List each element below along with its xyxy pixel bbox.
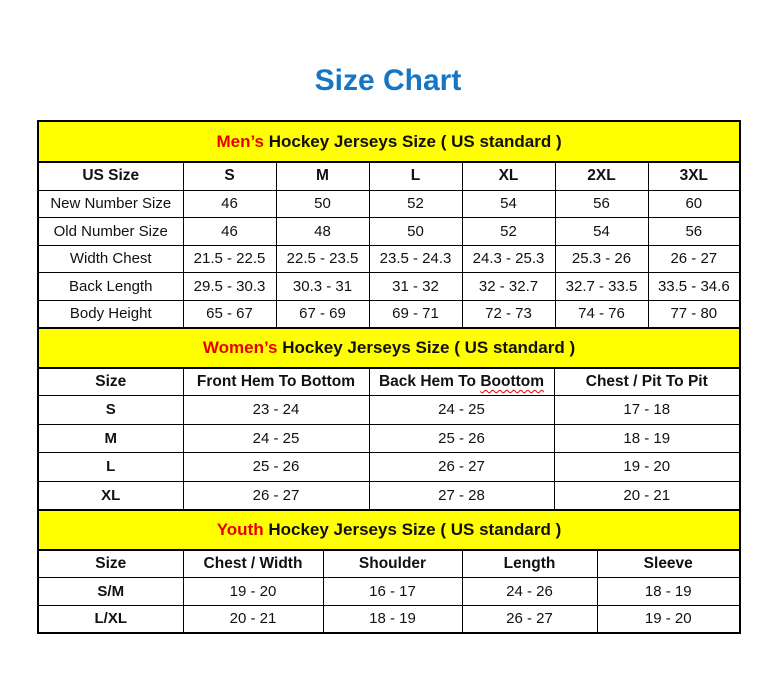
size-value-cell: 31 - 32 bbox=[369, 273, 462, 301]
mens-title-highlight: Men’s bbox=[216, 131, 264, 151]
size-value-cell: 19 - 20 bbox=[597, 605, 740, 633]
womens-header-row bbox=[38, 368, 740, 396]
page-title: Size Chart bbox=[314, 64, 462, 97]
column-header-text: Back Hem To bbox=[378, 372, 481, 390]
size-value-cell: 20 - 21 bbox=[554, 481, 740, 510]
size-value-cell: 33.5 - 34.6 bbox=[648, 273, 740, 301]
table-row bbox=[38, 578, 740, 606]
size-value-cell: 26 - 27 bbox=[462, 605, 597, 633]
size-value-cell: 24.3 - 25.3 bbox=[462, 245, 555, 273]
mens-table-title bbox=[38, 121, 740, 162]
column-header: 2XL bbox=[555, 162, 648, 190]
womens-title-highlight: Women’s bbox=[202, 337, 278, 357]
column-header: US Size bbox=[38, 162, 183, 190]
size-value-cell: 21.5 - 22.5 bbox=[183, 245, 276, 273]
youth-header-row bbox=[38, 550, 740, 578]
size-value-cell: 24 - 26 bbox=[462, 578, 597, 606]
column-header: L bbox=[369, 162, 462, 190]
size-value-cell: 19 - 20 bbox=[554, 453, 740, 482]
youth-table-title bbox=[38, 510, 740, 550]
size-value-cell: 23.5 - 24.3 bbox=[369, 245, 462, 273]
size-value-cell: 26 - 27 bbox=[183, 481, 369, 510]
row-label: M bbox=[38, 424, 183, 453]
row-label: S/M bbox=[38, 578, 183, 606]
size-value-cell: 72 - 73 bbox=[462, 300, 555, 328]
row-label: L bbox=[38, 453, 183, 482]
row-label: Body Height bbox=[38, 300, 183, 328]
column-header bbox=[369, 368, 554, 396]
column-header: M bbox=[276, 162, 369, 190]
size-value-cell: 67 - 69 bbox=[276, 300, 369, 328]
size-value-cell: 52 bbox=[369, 190, 462, 218]
womens-size-table bbox=[37, 327, 741, 511]
size-value-cell: 22.5 - 23.5 bbox=[276, 245, 369, 273]
size-value-cell: 32.7 - 33.5 bbox=[555, 273, 648, 301]
size-value-cell: 30.3 - 31 bbox=[276, 273, 369, 301]
row-label: Width Chest bbox=[38, 245, 183, 273]
size-value-cell: 26 - 27 bbox=[648, 245, 740, 273]
column-header: Shoulder bbox=[323, 550, 462, 578]
mens-band-row bbox=[38, 121, 740, 162]
size-value-cell: 24 - 25 bbox=[369, 396, 554, 425]
table-row bbox=[38, 273, 740, 301]
size-value-cell: 24 - 25 bbox=[183, 424, 369, 453]
size-value-cell: 25 - 26 bbox=[369, 424, 554, 453]
size-value-cell: 46 bbox=[183, 218, 276, 246]
size-value-cell: 54 bbox=[462, 190, 555, 218]
size-value-cell: 46 bbox=[183, 190, 276, 218]
youth-size-table bbox=[37, 509, 741, 634]
table-row bbox=[38, 396, 740, 425]
youth-title-highlight: Youth bbox=[216, 519, 264, 539]
womens-table-title bbox=[38, 328, 740, 368]
size-value-cell: 56 bbox=[648, 218, 740, 246]
size-value-cell: 18 - 19 bbox=[597, 578, 740, 606]
size-tables bbox=[37, 120, 739, 634]
column-header: S bbox=[183, 162, 276, 190]
column-header: Size bbox=[38, 550, 183, 578]
size-value-cell: 50 bbox=[276, 190, 369, 218]
row-label: New Number Size bbox=[38, 190, 183, 218]
row-label: XL bbox=[38, 481, 183, 510]
size-value-cell: 19 - 20 bbox=[183, 578, 323, 606]
size-value-cell: 18 - 19 bbox=[323, 605, 462, 633]
column-header: Chest / Width bbox=[183, 550, 323, 578]
size-value-cell: 65 - 67 bbox=[183, 300, 276, 328]
size-value-cell: 48 bbox=[276, 218, 369, 246]
mens-title-rest: Hockey Jerseys Size ( US standard ) bbox=[264, 131, 562, 151]
size-value-cell: 20 - 21 bbox=[183, 605, 323, 633]
column-header: Sleeve bbox=[597, 550, 740, 578]
size-value-cell: 56 bbox=[555, 190, 648, 218]
size-value-cell: 18 - 19 bbox=[554, 424, 740, 453]
youth-title-rest: Hockey Jerseys Size ( US standard ) bbox=[263, 519, 562, 539]
column-header: Front Hem To Bottom bbox=[183, 368, 369, 396]
size-value-cell: 60 bbox=[648, 190, 740, 218]
row-label: S bbox=[38, 396, 183, 425]
table-row bbox=[38, 190, 740, 218]
column-header: Length bbox=[462, 550, 597, 578]
table-row bbox=[38, 453, 740, 482]
size-value-cell: 25.3 - 26 bbox=[555, 245, 648, 273]
youth-band-row bbox=[38, 510, 740, 550]
size-value-cell: 32 - 32.7 bbox=[462, 273, 555, 301]
size-value-cell: 23 - 24 bbox=[183, 396, 369, 425]
womens-title-rest: Hockey Jerseys Size ( US standard ) bbox=[277, 337, 576, 357]
size-value-cell: 29.5 - 30.3 bbox=[183, 273, 276, 301]
size-value-cell: 52 bbox=[462, 218, 555, 246]
table-row bbox=[38, 218, 740, 246]
column-header: Size bbox=[38, 368, 183, 396]
table-row bbox=[38, 605, 740, 633]
table-row bbox=[38, 300, 740, 328]
column-header: XL bbox=[462, 162, 555, 190]
row-label: Back Length bbox=[38, 273, 183, 301]
size-value-cell: 74 - 76 bbox=[555, 300, 648, 328]
table-row bbox=[38, 481, 740, 510]
mens-header-row bbox=[38, 162, 740, 190]
size-value-cell: 50 bbox=[369, 218, 462, 246]
size-value-cell: 25 - 26 bbox=[183, 453, 369, 482]
table-row bbox=[38, 245, 740, 273]
size-value-cell: 17 - 18 bbox=[554, 396, 740, 425]
misspelled-word: Boottom bbox=[480, 372, 545, 390]
row-label: Old Number Size bbox=[38, 218, 183, 246]
size-value-cell: 26 - 27 bbox=[369, 453, 554, 482]
column-header: 3XL bbox=[648, 162, 740, 190]
size-value-cell: 77 - 80 bbox=[648, 300, 740, 328]
table-row bbox=[38, 424, 740, 453]
size-value-cell: 69 - 71 bbox=[369, 300, 462, 328]
size-value-cell: 27 - 28 bbox=[369, 481, 554, 510]
mens-size-table bbox=[37, 120, 741, 329]
size-value-cell: 54 bbox=[555, 218, 648, 246]
row-label: L/XL bbox=[38, 605, 183, 633]
womens-band-row bbox=[38, 328, 740, 368]
column-header: Chest / Pit To Pit bbox=[554, 368, 740, 396]
size-value-cell: 16 - 17 bbox=[323, 578, 462, 606]
